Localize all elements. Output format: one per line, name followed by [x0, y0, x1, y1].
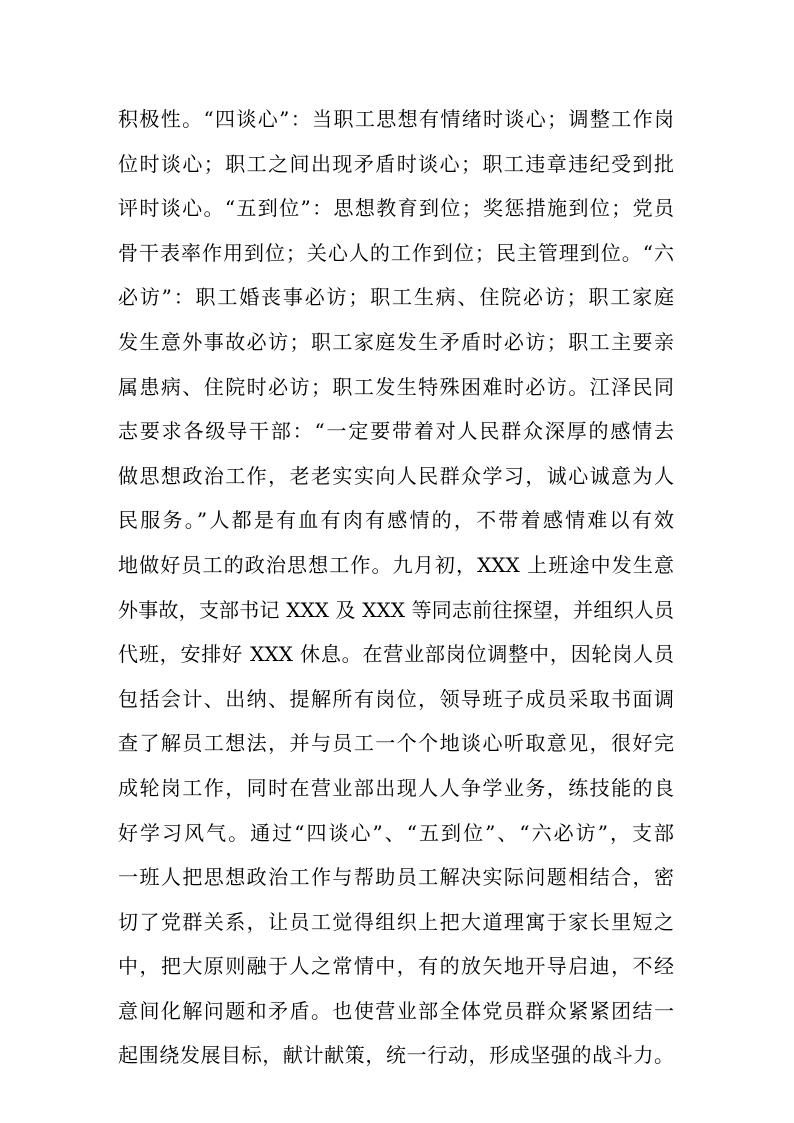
- text-line-12: 外事故，支部书记 XXX 及 XXX 等同志前往探望，并组织人员: [118, 597, 674, 622]
- text-line-8: 志要求各级导干部：“一定要带着对人民群众深厚的感情去: [118, 419, 674, 444]
- text-line-21: 意间化解问题和矛盾。也使营业部全体党员群众紧紧团结一: [118, 998, 674, 1023]
- text-line-7: 属患病、住院时必访；职工发生特殊困难时必访。江泽民同: [118, 374, 674, 399]
- text-line-11: 地做好员工的政治思想工作。九月初，XXX 上班途中发生意: [118, 552, 674, 577]
- text-line-16: 成轮岗工作，同时在营业部出现人人争学业务，练技能的良: [118, 775, 674, 800]
- text-line-10: 民服务。”人都是有血有肉有感情的，不带着感情难以有效: [118, 508, 674, 533]
- text-line-13: 代班，安排好 XXX 休息。在营业部岗位调整中，因轮岗人员: [118, 642, 674, 667]
- text-line-3: 评时谈心。“五到位”：思想教育到位；奖惩措施到位；党员: [118, 196, 674, 221]
- text-line-2: 位时谈心；职工之间出现矛盾时谈心；职工违章违纪受到批: [118, 151, 674, 176]
- text-line-5: 必访”：职工婚丧事必访；职工生病、住院必访；职工家庭: [118, 285, 674, 310]
- text-line-4: 骨干表率作用到位；关心人的工作到位；民主管理到位。“六: [118, 240, 674, 265]
- text-line-6: 发生意外事故必访；职工家庭发生矛盾时必访；职工主要亲: [118, 329, 674, 354]
- text-line-20: 中，把大原则融于人之常情中，有的放矢地开导启迪，不经: [118, 954, 674, 979]
- text-line-15: 查了解员工想法，并与员工一个个地谈心听取意见，很好完: [118, 731, 674, 756]
- text-line-22: 起围绕发展目标，献计献策，统一行动，形成坚强的战斗力。: [118, 1043, 674, 1068]
- text-line-18: 一班人把思想政治工作与帮助员工解决实际问题相结合，密: [118, 865, 674, 890]
- text-line-1: 积极性。“四谈心”：当职工思想有情绪时谈心；调整工作岗: [118, 107, 674, 131]
- text-line-14: 包括会计、出纳、提解所有岗位，领导班子成员采取书面调: [118, 686, 674, 711]
- body-paragraph: [118, 97, 674, 1078]
- text-line-17: 好学习风气。通过“四谈心”、“五到位”、“六必访”，支部: [118, 820, 674, 845]
- text-line-19: 切了党群关系，让员工觉得组织上把大道理寓于家长里短之: [118, 909, 674, 934]
- text-line-9: 做思想政治工作，老老实实向人民群众学习，诚心诚意为人: [118, 463, 674, 488]
